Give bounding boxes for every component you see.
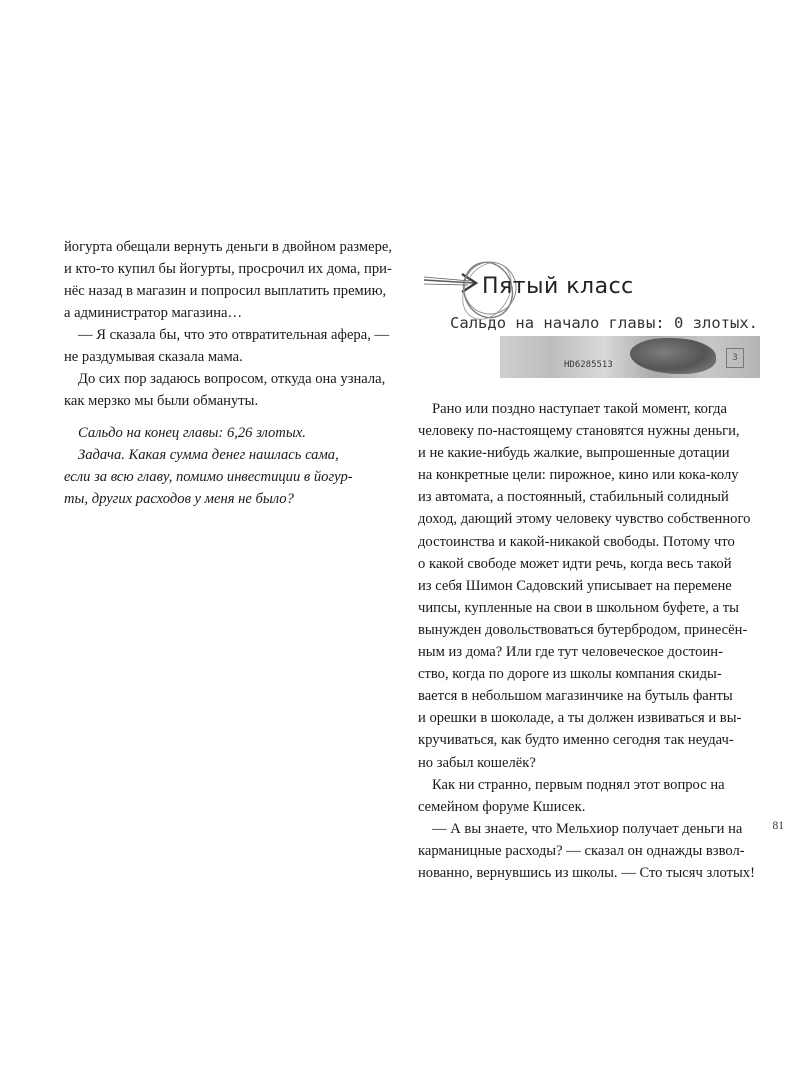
text-line: и не какие-нибудь жалкие, выпрошенные дотации xyxy=(418,445,730,462)
banknote-serial: HD6285513 xyxy=(564,360,613,370)
text-line: ство, когда по дороге из школы компания скиды- xyxy=(418,666,722,683)
text-line: но забыл кошелёк? xyxy=(418,754,536,771)
right-page xyxy=(418,236,758,881)
left-page xyxy=(64,236,392,510)
text-line: вынужден довольствоваться бутербродом, принесён- xyxy=(418,621,748,638)
text-line: карманицные расходы? — сказал он однажды взвол- xyxy=(418,842,745,859)
text-line: йогурта обещали вернуть деньги в двойном размере, xyxy=(64,239,392,255)
text-line: вается в небольшом магазинчике на бутыль фанты xyxy=(418,688,733,705)
text-line: семейном форуме Кшисек. xyxy=(418,798,586,815)
text-line: чипсы, купленные на свои в школьном буфете, а ты xyxy=(418,599,739,616)
chapter-header xyxy=(418,236,758,386)
banknote-strip xyxy=(500,336,760,378)
text-line: из автомата, а постоянный, стабильный солидный xyxy=(418,489,729,506)
banknote-mark: 3 xyxy=(726,348,744,368)
text-line: До сих пор задаюсь вопросом, откуда она узнала, xyxy=(78,371,386,387)
page-number: 81 xyxy=(772,820,784,832)
banknote-portrait xyxy=(630,338,716,374)
text-line: — А вы знаете, что Мельхиор получает деньги на xyxy=(432,820,743,837)
text-line: а администратор магазина… xyxy=(64,305,243,321)
italic-line: Задача. Какая сумма денег нашлась сама, xyxy=(78,447,339,463)
text-line: — Я сказала бы, что это отвратительная афера, — xyxy=(78,327,390,343)
text-line: нёс назад в магазин и попросил выплатить премию, xyxy=(64,283,387,299)
italic-line: ты, других расходов у меня не было? xyxy=(64,491,294,507)
text-line: как мерзко мы были обмануты. xyxy=(64,393,259,409)
text-line: на конкретные цели: пирожное, кино или кока-колу xyxy=(418,467,739,484)
text-line: нованно, вернувшись из школы. — Сто тысяч злотых! xyxy=(418,864,755,881)
text-line: и кто-то купил бы йогурты, просрочил их дома, при- xyxy=(64,261,392,277)
text-line: кручиваться, как будто именно сегодня так неудач- xyxy=(418,732,734,749)
chapter-saldo: Сальдо на начало главы: 0 злотых. xyxy=(450,314,758,332)
italic-line: если за всю главу, помимо инвестиции в йогур- xyxy=(64,469,353,485)
text-line: не раздумывая сказала мама. xyxy=(64,349,243,365)
italic-line: Сальдо на конец главы: 6,26 злотых. xyxy=(78,425,306,441)
paragraph-gap xyxy=(64,412,364,422)
text-line: человеку по-настоящему становятся нужны деньги, xyxy=(418,423,740,440)
text-line: Как ни странно, первым поднял этот вопрос на xyxy=(432,776,725,793)
text-line: из себя Шимон Садовский уписывает на перемене xyxy=(418,577,732,594)
text-line: доход, дающий этому человеку чувство собственного xyxy=(418,511,751,528)
text-line: о какой свободе может идти речь, когда весь такой xyxy=(418,555,732,572)
text-line: ным из дома? Или где тут человеческое достоин- xyxy=(418,644,723,661)
text-line: Рано или поздно наступает такой момент, когда xyxy=(432,401,728,417)
chapter-title: Пятый класс xyxy=(482,274,634,299)
right-page-body xyxy=(418,398,758,884)
text-line: и орешки в шоколаде, а ты должен извиваться и вы- xyxy=(418,710,742,727)
text-line: достоинства и какой-никакой свободы. Потому что xyxy=(418,533,735,550)
